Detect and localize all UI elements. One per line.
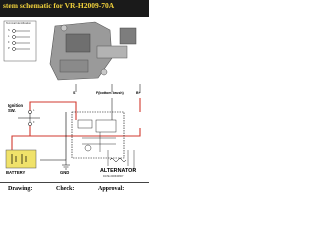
- terminal-f-label: F: [8, 40, 10, 44]
- regulator-image: [42, 18, 140, 84]
- approval-label: Approval:: [98, 186, 125, 192]
- top-f-label: F(bottom brush): [96, 91, 124, 95]
- regulator-schematic: [72, 112, 124, 158]
- alternator-date-label: DATE:2006/08/07: [103, 175, 124, 178]
- gnd-label: GND: [60, 170, 70, 175]
- terminal-identification-label: Terminal Identification: [6, 22, 32, 25]
- check-label: Check:: [56, 186, 75, 192]
- ign-l-label: L: [33, 109, 35, 112]
- drawing-label: Drawing:: [8, 186, 33, 192]
- terminal-l-label: L: [8, 34, 10, 38]
- ignition-label: Ignition SW.: [8, 103, 24, 113]
- battery-label: BATTERY: [6, 170, 26, 175]
- top-b-plus-label: B+: [136, 91, 141, 95]
- ground-symbol: [62, 160, 70, 169]
- alternator-coil: [108, 150, 134, 170]
- alternator-label: ALTERNATOR: [100, 168, 137, 174]
- ign-f-label: F: [33, 121, 35, 124]
- terminal-p-label: P: [8, 46, 10, 50]
- top-s-label: S: [73, 91, 76, 95]
- footer-approval-bar: [0, 182, 149, 197]
- page-title: stem schematic for VR-H2009-70A: [3, 1, 115, 10]
- red-wire-ignition: [30, 102, 76, 120]
- terminal-s-label: S: [8, 28, 10, 32]
- red-wire-battery: [12, 128, 140, 150]
- battery-symbol: [6, 150, 36, 168]
